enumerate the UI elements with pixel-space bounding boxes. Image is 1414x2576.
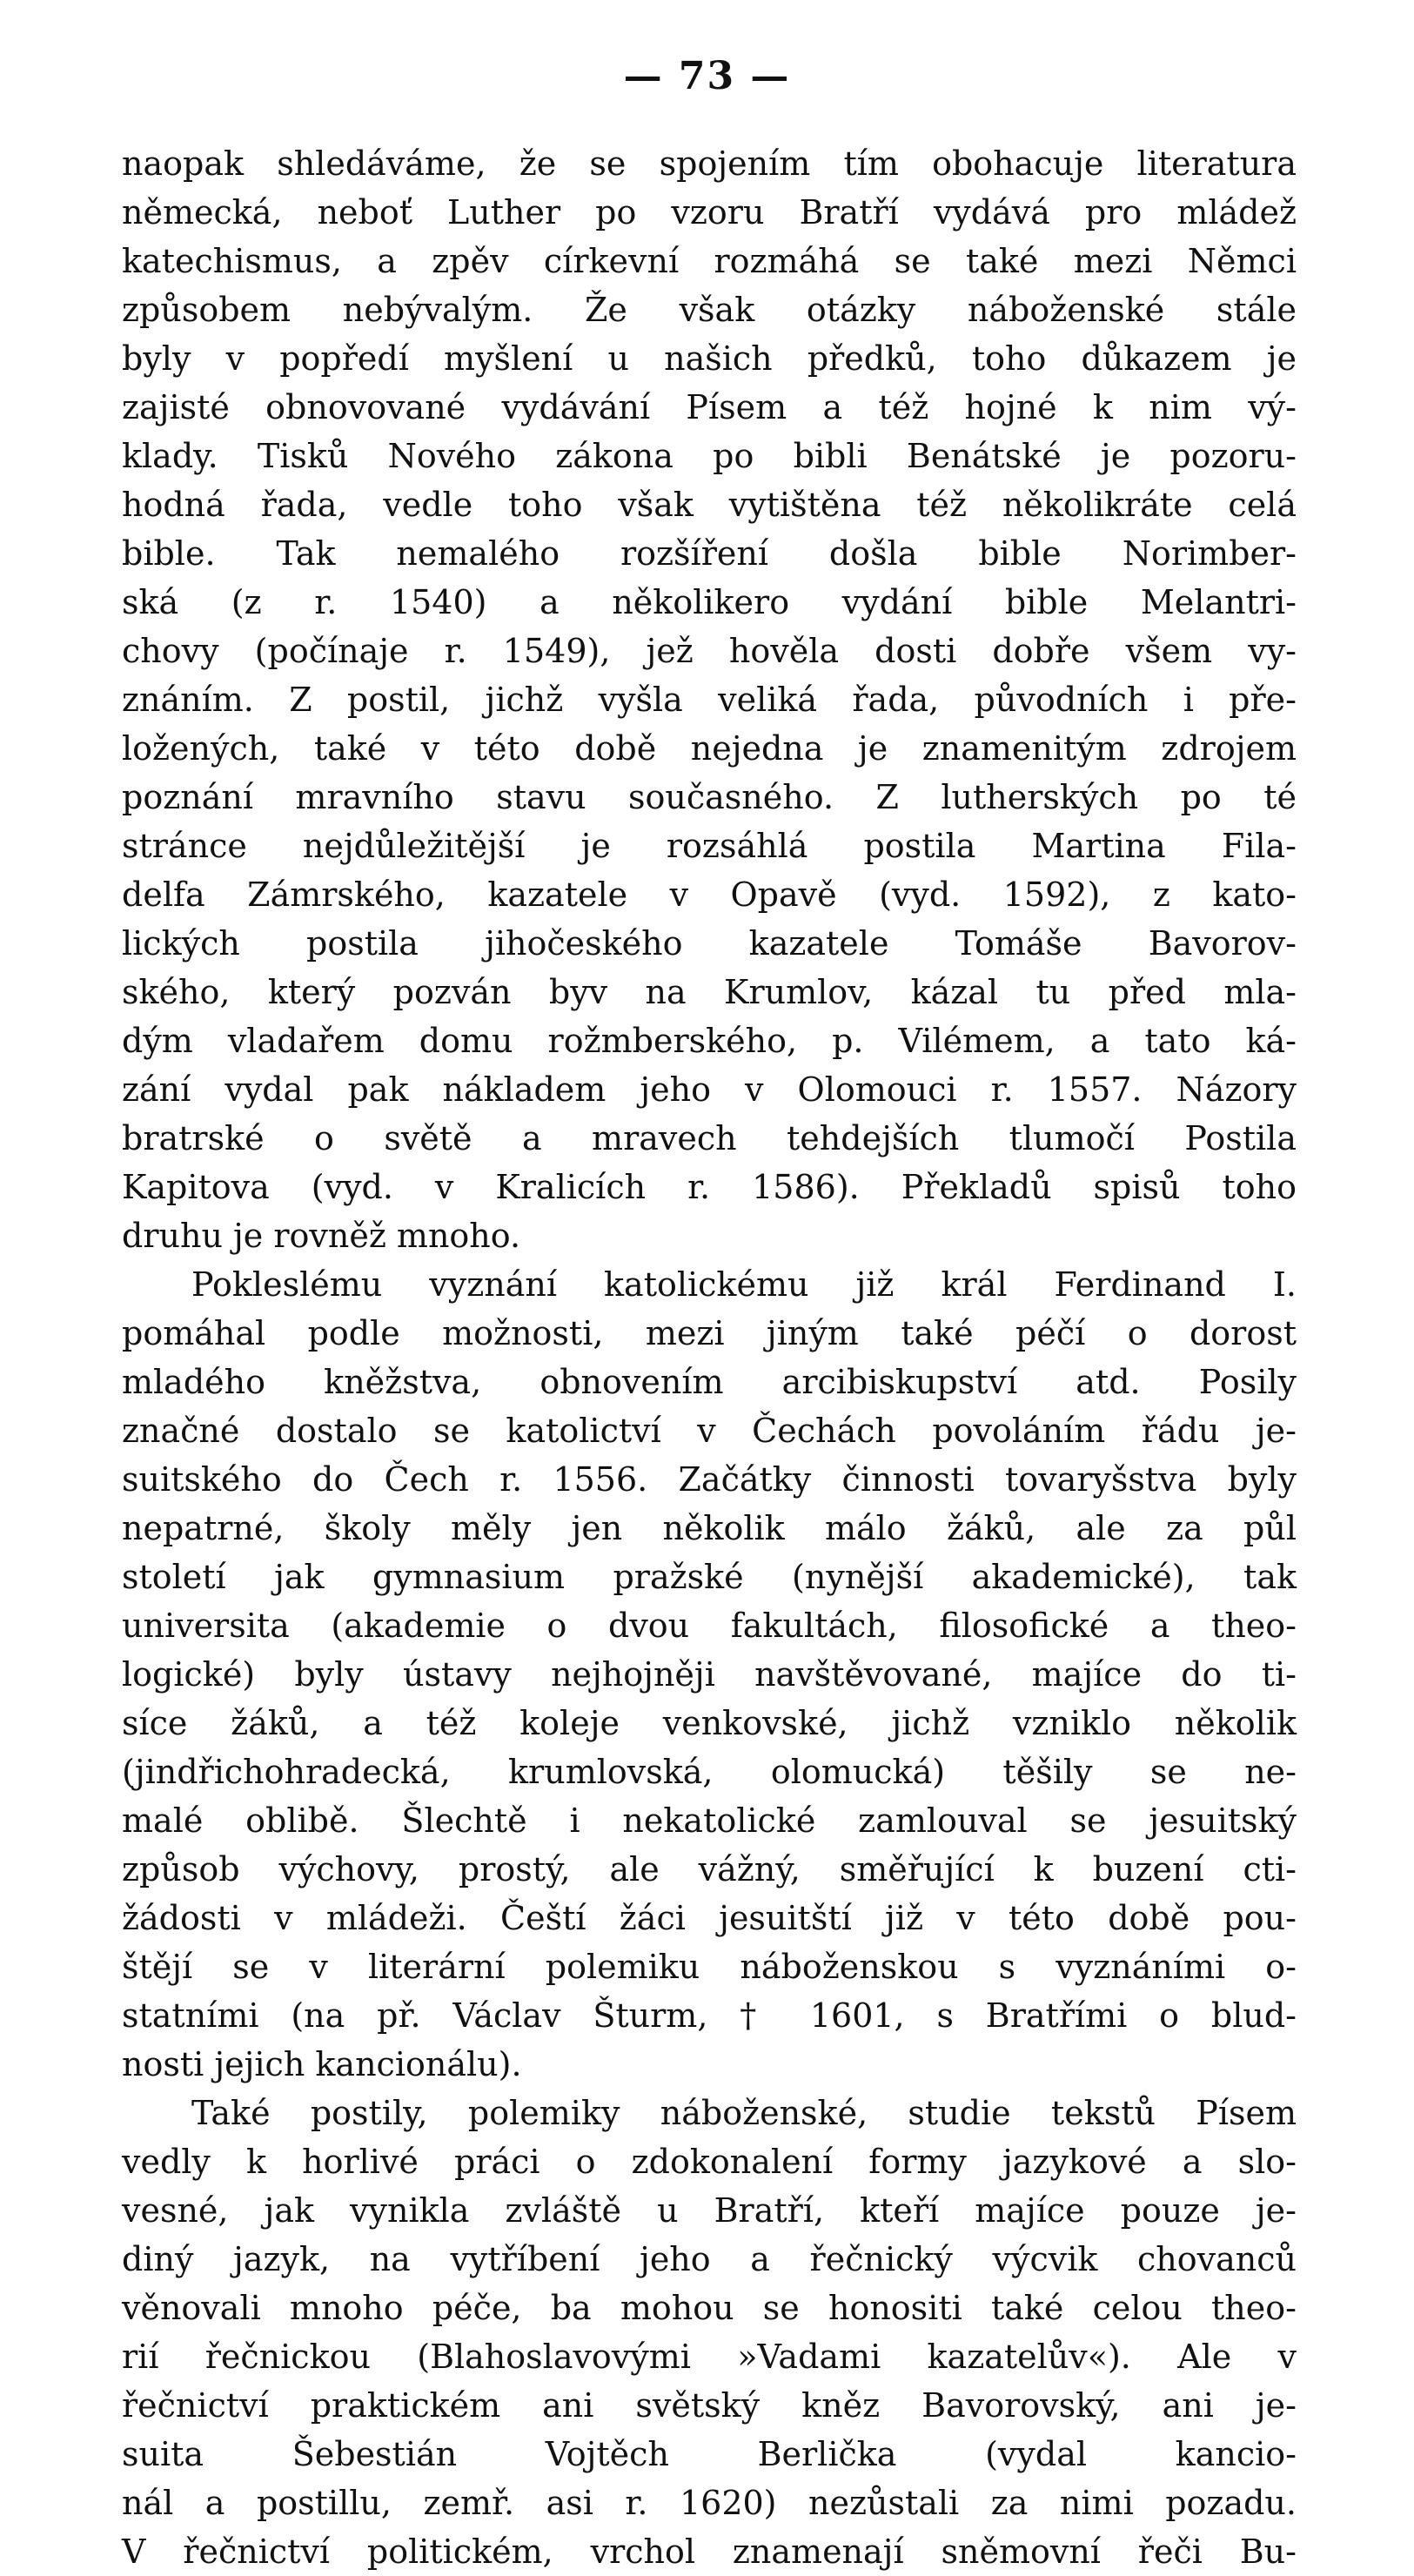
text-line: bible. Tak nemalého rozšíření došla bible Norimber-	[122, 534, 1297, 573]
text-line: žádosti v mládeži. Čeští žáci jesuitští již v této době pou-	[122, 1899, 1297, 1937]
text-line: Kapitova (vyd. v Kralicích r. 1586). Překladů spisů toho	[122, 1168, 1297, 1206]
paragraph-end-line: nosti jejich kancionálu).	[122, 2045, 522, 2083]
text-line: štějí se v literární polemiku náboženskou s vyznáními o-	[122, 1948, 1297, 1986]
text-line: statními (na př. Václav Šturm, † 1601, s Bratřími o blud-	[122, 1996, 1297, 2035]
text-line: poznání mravního stavu současného. Z lutherských po té	[122, 778, 1297, 816]
text-line: zajisté obnovované vydávání Písem a též hojné k nim vý-	[122, 388, 1297, 426]
text-line: klady. Tisků Nového zákona po bibli Benátské je pozoru-	[122, 437, 1297, 475]
text-line: chovy (počínaje r. 1549), jež hověla dosti dobře všem vy-	[122, 632, 1297, 670]
text-line: delfa Zámrského, kazatele v Opavě (vyd. 1592), z kato-	[122, 875, 1297, 914]
text-line: diný jazyk, na vytříbení jeho a řečnický výcvik chovanců	[122, 2240, 1297, 2278]
paragraph-start-line: Pokleslému vyznání katolickému již král Ferdinand I.	[191, 1265, 1297, 1304]
text-line: pomáhal podle možnosti, mezi jiným také péčí o dorost	[122, 1314, 1297, 1352]
text-line: stránce nejdůležitější je rozsáhlá postila Martina Fila-	[122, 827, 1297, 865]
text-line: mladého kněžstva, obnovením arcibiskupství atd. Posily	[122, 1363, 1297, 1401]
text-line: věnovali mnoho péče, ba mohou se honositi také celou theo-	[122, 2289, 1297, 2327]
text-line: V řečnictví politickém, vrchol znamenají sněmovní řeči Bu-	[122, 2532, 1297, 2571]
text-line: způsob výchovy, prostý, ale vážný, směřující k buzení cti-	[122, 1850, 1297, 1888]
text-line: nál a postillu, zemř. asi r. 1620) nezůstali za nimi pozadu.	[122, 2484, 1297, 2522]
text-line: ložených, také v této době nejedna je znamenitým zdrojem	[122, 729, 1297, 768]
text-line: řečnictví praktickém ani světský kněz Bavorovský, ani je-	[122, 2386, 1297, 2425]
text-line: malé oblibě. Šlechtě i nekatolické zamlouval se jesuitský	[122, 1801, 1297, 1840]
text-line: způsobem nebývalým. Že však otázky náboženské stále	[122, 291, 1297, 329]
text-line: suita Šebestián Vojtěch Berlička (vydal kancio-	[122, 2435, 1297, 2473]
text-line: ská (z r. 1540) a několikero vydání bible Melantri-	[122, 583, 1297, 621]
text-line: znáním. Z postil, jichž vyšla veliká řada, původních i pře-	[122, 681, 1297, 719]
page-number: — 73 —	[623, 54, 791, 98]
text-line: hodná řada, vedle toho však vytištěna též několikráte celá	[122, 486, 1297, 524]
text-line: rií řečnickou (Blahoslavovými »Vadami kazatelův«). Ale v	[122, 2338, 1297, 2376]
text-line: dým vladařem domu rožmberského, p. Vilémem, a tato ká-	[122, 1022, 1297, 1060]
text-line: logické) byly ústavy nejhojněji navštěvované, majíce do ti-	[122, 1655, 1297, 1694]
paragraph-end-line: druhu je rovněž mnoho.	[122, 1217, 521, 1255]
text-line: století jak gymnasium pražské (nynější akademické), tak	[122, 1558, 1297, 1596]
text-line: síce žáků, a též koleje venkovské, jichž vzniklo několik	[122, 1704, 1297, 1742]
text-line: vesné, jak vynikla zvláště u Bratří, kteří majíce pouze je-	[122, 2191, 1297, 2230]
text-line: lických postila jihočeského kazatele Tomáše Bavorov-	[122, 924, 1297, 963]
text-line: (jindřichohradecká, krumlovská, olomucká) těšily se ne-	[122, 1753, 1297, 1791]
text-line: naopak shledáváme, že se spojením tím obohacuje literatura	[122, 144, 1297, 183]
text-line: suitského do Čech r. 1556. Začátky činnosti tovaryšstva byly	[122, 1460, 1297, 1499]
text-line: universita (akademie o dvou fakultách, filosofické a theo-	[122, 1607, 1297, 1645]
text-line: značné dostalo se katolictví v Čechách povoláním řádu je-	[122, 1412, 1297, 1450]
text-line: německá, neboť Luther po vzoru Bratří vydává pro mládež	[122, 193, 1297, 231]
text-line: zání vydal pak nákladem jeho v Olomouci r. 1557. Názory	[122, 1070, 1297, 1109]
body-text	[122, 139, 1297, 2576]
text-line: nepatrné, školy měly jen několik málo žáků, ale za půl	[122, 1509, 1297, 1547]
text-line: katechismus, a zpěv církevní rozmáhá se také mezi Němci	[122, 242, 1297, 280]
paragraph-start-line: Také postily, polemiky náboženské, studie tekstů Písem	[191, 2094, 1297, 2132]
text-line: byly v popředí myšlení u našich předků, toho důkazem je	[122, 339, 1297, 378]
text-line: bratrské o světě a mravech tehdejších tlumočí Postila	[122, 1119, 1297, 1157]
text-line: vedly k horlivé práci o zdokonalení formy jazykové a slo-	[122, 2143, 1297, 2181]
text-line: ského, který pozván byv na Krumlov, kázal tu před mla-	[122, 973, 1297, 1011]
